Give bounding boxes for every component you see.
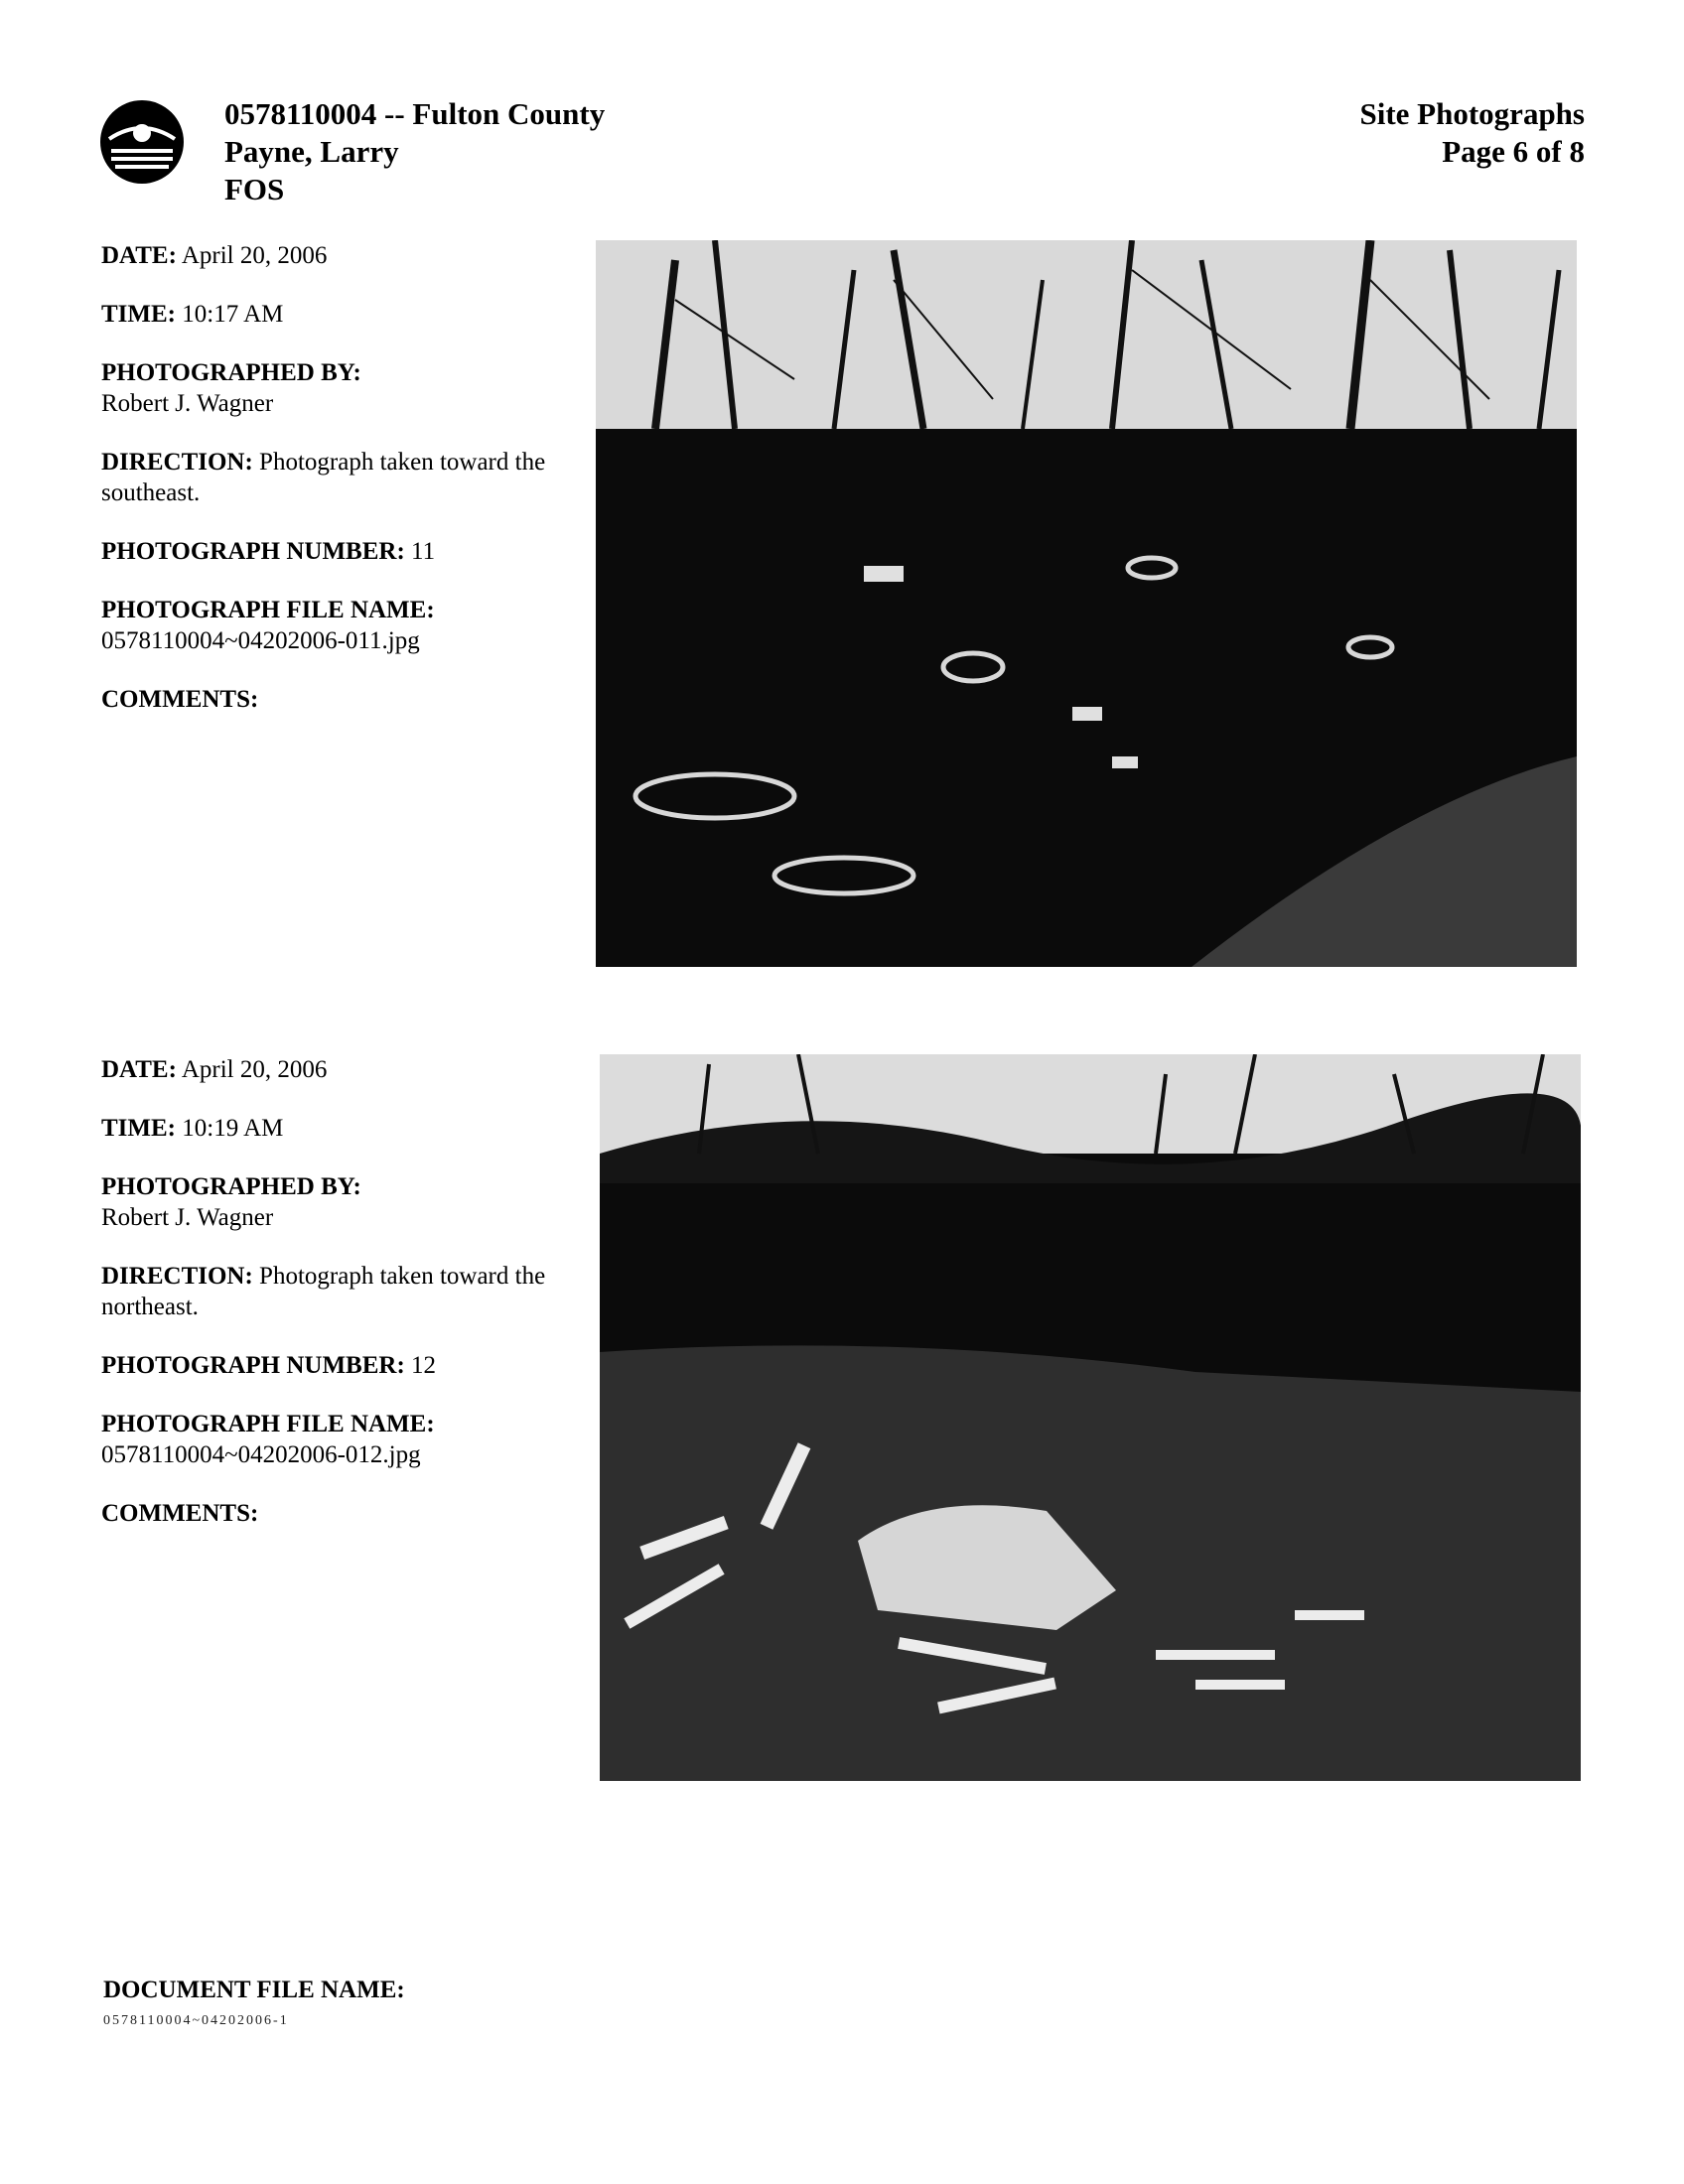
document-file-name-label: DOCUMENT FILE NAME:: [103, 1977, 405, 2003]
photo-number-field: [101, 536, 578, 567]
document-file-name-value: 0578110004~04202006-1: [103, 2013, 289, 2028]
photographer-value: Robert J. Wagner: [101, 1204, 274, 1231]
date-label: DATE:: [101, 1056, 177, 1083]
site-photo-12: [600, 1054, 1581, 1781]
photo-file-value: 0578110004~04202006-011.jpg: [101, 627, 420, 654]
photographer-label: PHOTOGRAPHED BY:: [101, 359, 361, 386]
time-field: [101, 1113, 578, 1144]
time-value: 10:19 AM: [182, 1115, 284, 1142]
page-header: [1360, 95, 1586, 171]
agency-logo: [99, 99, 185, 185]
comments-label: COMMENTS:: [101, 1500, 259, 1527]
photo-record-1: [101, 240, 578, 743]
photo-file-field: [101, 1409, 578, 1470]
direction-value: Photograph taken toward the northeast.: [101, 1263, 546, 1320]
date-value: April 20, 2006: [181, 242, 328, 269]
photo-number-value: 12: [411, 1352, 437, 1379]
time-label: TIME:: [101, 301, 176, 328]
site-header: [224, 95, 605, 208]
date-field: [101, 1054, 578, 1085]
photographer-value: Robert J. Wagner: [101, 390, 274, 417]
date-field: [101, 240, 578, 271]
section-title: Site Photographs: [1359, 96, 1585, 131]
direction-label: DIRECTION:: [101, 1263, 253, 1290]
date-value: April 20, 2006: [181, 1056, 328, 1083]
time-label: TIME:: [101, 1115, 176, 1142]
direction-value: Photograph taken toward the southeast.: [101, 449, 546, 506]
site-type: FOS: [224, 172, 285, 206]
photo-record-2: [101, 1054, 578, 1557]
comments-field: [101, 684, 578, 715]
time-field: [101, 299, 578, 330]
photo-number-value: 11: [411, 538, 436, 565]
photo-number-field: [101, 1350, 578, 1381]
date-label: DATE:: [101, 242, 177, 269]
photo-number-label: PHOTOGRAPH NUMBER:: [101, 1352, 405, 1379]
direction-label: DIRECTION:: [101, 449, 253, 476]
direction-field: [101, 447, 578, 508]
page-number: Page 6 of 8: [1442, 134, 1585, 169]
comments-label: COMMENTS:: [101, 686, 259, 713]
photographer-field: [101, 1171, 578, 1233]
direction-field: [101, 1261, 578, 1322]
photo-file-label: PHOTOGRAPH FILE NAME:: [101, 597, 435, 623]
site-id-county: 0578110004 -- Fulton County: [224, 96, 606, 131]
photo-number-label: PHOTOGRAPH NUMBER:: [101, 538, 405, 565]
comments-field: [101, 1498, 578, 1529]
site-photo-11: [596, 240, 1577, 967]
photographer-field: [101, 357, 578, 419]
photo-file-label: PHOTOGRAPH FILE NAME:: [101, 1411, 435, 1437]
owner-name: Payne, Larry: [224, 134, 399, 169]
photo-file-value: 0578110004~04202006-012.jpg: [101, 1441, 421, 1468]
photo-file-field: [101, 595, 578, 656]
photographer-label: PHOTOGRAPHED BY:: [101, 1173, 361, 1200]
time-value: 10:17 AM: [182, 301, 284, 328]
